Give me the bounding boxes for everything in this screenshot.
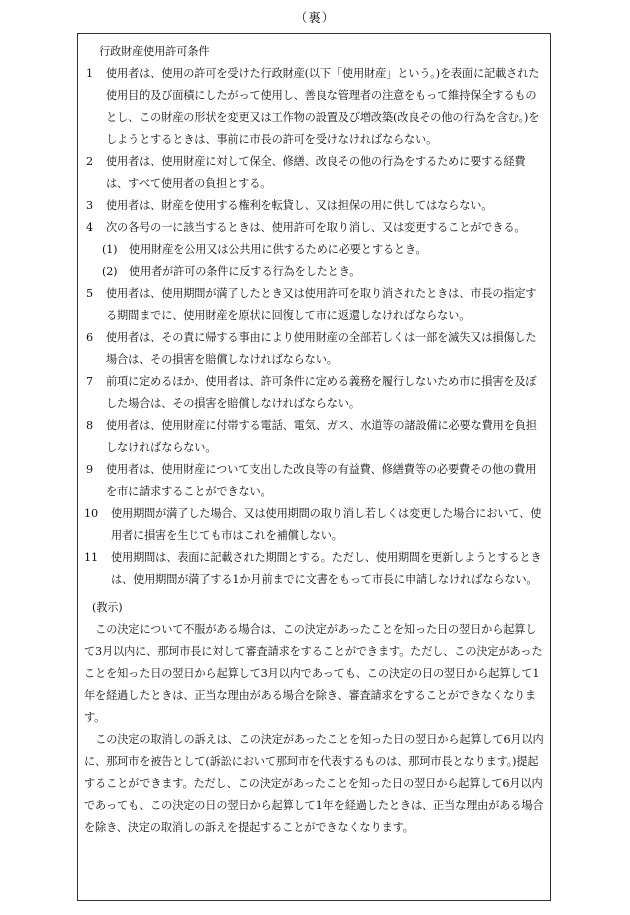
item-text: 使用財産を公用又は公共用に供するために必要とするとき。 <box>129 243 427 256</box>
item-text: 使用者が許可の条件に反する行為をしたとき。 <box>129 265 361 278</box>
clause-number: 9 <box>86 463 93 476</box>
clause-6 <box>84 327 544 371</box>
clause-text: 次の各号の一に該当するときは、使用許可を取り消し、又は変更することができる。 <box>106 221 526 234</box>
clause-text: 使用者は、使用の許可を受けた行政財産(以下「使用財産」という。)を表面に記載された使用目的及び面積にしたがって使用し、善良な管理者の注意をもって維持保全するものとし、この財産の形状を変更又は工作物の設置及び増改築(改良その他の行為を含む。)をしようとするときは、事前に市長の許可を受けなければならない。 <box>106 67 540 146</box>
conditions-frame <box>77 33 551 901</box>
clause-text: 使用期間は、表面に記載された期間とする。ただし、使用期間を更新しようとするときは、使用期間が満了する1か月前までに文書をもって市長に申請しなければならない。 <box>111 551 542 586</box>
page-side-label: （裏） <box>294 10 336 25</box>
clause-11 <box>84 547 544 591</box>
clause-number: 1 <box>86 67 93 80</box>
clause-number: 7 <box>86 375 93 388</box>
clause-text: 使用者は、使用財産に対して保全、修繕、改良その他の行為をするために要する経費は、すべて使用者の負担とする。 <box>106 155 526 190</box>
clause-number: 6 <box>86 331 93 344</box>
clause-number: 4 <box>86 221 93 234</box>
clause-10 <box>84 503 544 547</box>
clause-5 <box>84 283 544 327</box>
clause-2 <box>84 151 544 195</box>
clause-text: 使用者は、使用財産について支出した改良等の有益費、修繕費等の必要費その他の費用を市に請求することができない。 <box>106 463 537 498</box>
notice-paragraph-appeal: この決定について不服がある場合は、この決定があったことを知った日の翌日から起算して3月以内に、那珂市長に対して審査請求をすることができます。ただし、この決定があったことを知った日の翌日から起算して3月以内であっても、この決定の日の翌日から起算して1年を経過したときは、正当な理由がある場合を除き、審査請求をすることができなくなります。 <box>84 623 543 724</box>
clause-number: 3 <box>86 199 93 212</box>
conditions-content <box>84 41 544 839</box>
clause-number: 11 <box>84 551 98 564</box>
clause-4-item-1 <box>84 239 544 261</box>
clause-text: 使用期間が満了した場合、又は使用期間の取り消し若しくは変更した場合において、使用者に損害を生じても市はこれを補償しない。 <box>111 507 542 542</box>
clause-8 <box>84 415 544 459</box>
clause-9 <box>84 459 544 503</box>
clause-text: 使用者は、その責に帰する事由により使用財産の全部若しくは一部を滅失又は損傷した場合は、その損害を賠償しなければならない。 <box>106 331 537 366</box>
clause-4 <box>84 217 544 239</box>
clause-1 <box>84 63 544 151</box>
clause-text: 使用者は、使用財産に付帯する電話、電気、ガス、水道等の諸設備に必要な費用を負担しなければならない。 <box>106 419 537 454</box>
conditions-title: 行政財産使用許可条件 <box>99 45 210 58</box>
clause-text: 使用者は、財産を使用する権利を転貸し、又は担保の用に供してはならない。 <box>106 199 493 212</box>
clause-number: 8 <box>86 419 93 432</box>
clause-number: 10 <box>84 507 98 520</box>
clause-number: 2 <box>86 155 93 168</box>
clause-text: 前項に定めるほか、使用者は、許可条件に定める義務を履行しないため市に損害を及ぼした場合は、その損害を賠償しなければならない。 <box>106 375 537 410</box>
item-number: (1) <box>102 243 118 256</box>
notice-paragraph-lawsuit: この決定の取消しの訴えは、この決定があったことを知った日の翌日から起算して6月以内に、那珂市を被告として(訴訟において那珂市を代表するものは、那珂市長となります。)提起することができます。ただし、この決定があったことを知った日の翌日から起算して6月以内であっても、この決定の日の翌日から起算して1年を経過したときは、正当な理由がある場合を除き、決定の取消しの訴えを提起することができなくなります。 <box>84 733 544 834</box>
clause-4-item-2 <box>84 261 544 283</box>
clause-3 <box>84 195 544 217</box>
clause-text: 使用者は、使用期間が満了したとき又は使用許可を取り消されたときは、市長の指定する期間までに、使用財産を原状に回復して市に返還しなければならない。 <box>106 287 537 322</box>
clause-number: 5 <box>86 287 93 300</box>
notice-title: (教示) <box>92 601 123 614</box>
item-number: (2) <box>102 265 118 278</box>
clause-7 <box>84 371 544 415</box>
